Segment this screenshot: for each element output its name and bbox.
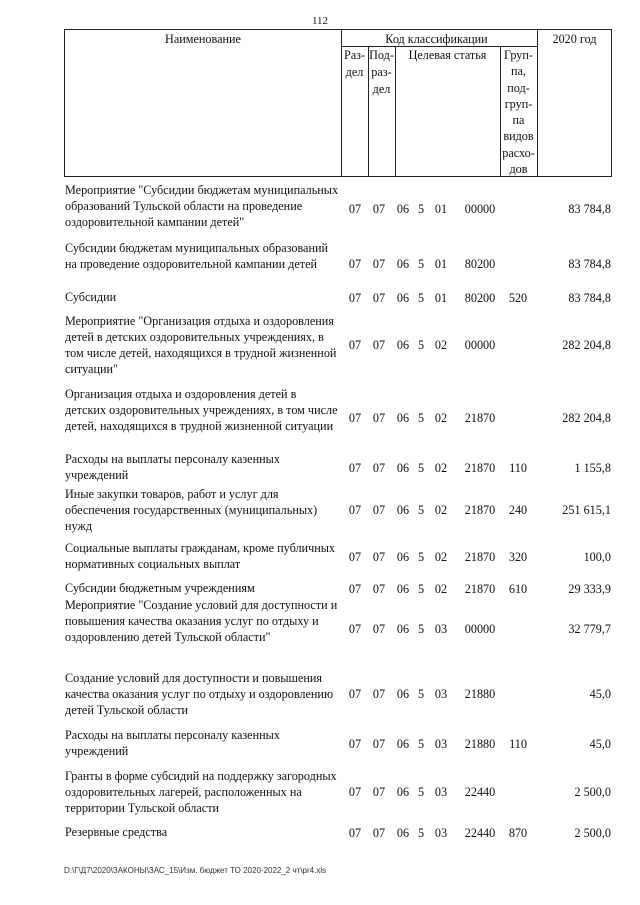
row-code-t3: 03 [434,622,448,636]
row-code-p: 07 [372,785,386,799]
row-code-p: 07 [372,503,386,517]
row-amount: 83 784,8 [568,257,611,271]
row-name: Мероприятие "Организация отдыха и оздоровления детей в детских оздоровительных учреждениях, в том числе детей, находящихся в трудной жизненной ситуации" [65,314,337,376]
row-code-r: 07 [348,338,362,352]
row-code-t3: 01 [434,291,448,305]
row-code-t3: 03 [434,826,448,840]
row-name: Субсидии бюджетам муниципальных образований на проведение оздоровительной кампании детей [65,241,329,271]
row-code-p: 07 [372,291,386,305]
row-name: Создание условий для доступности и повышения качества оказания услуг по отдыху и оздоровлению детей Тульской области [65,671,334,717]
row-code-t2: 5 [417,338,425,352]
row-code-r: 07 [348,461,362,475]
row-code-t2: 5 [417,257,425,271]
page-number: 112 [311,15,329,27]
row-code-r: 07 [348,550,362,564]
row-code-p: 07 [372,622,386,636]
row-code-p: 07 [372,737,386,751]
row-code-t2: 5 [417,785,425,799]
divider [368,46,369,176]
row-amount: 100,0 [583,550,611,564]
row-code-t1: 06 [396,503,410,517]
row-code-t2: 5 [417,622,425,636]
row-code-p: 07 [372,687,386,701]
row-code-t3: 03 [434,737,448,751]
row-code-t4: 21880 [464,687,496,701]
divider [500,46,501,176]
row-code-g: 870 [508,826,528,840]
row-code-r: 07 [348,687,362,701]
row-code-t4: 21870 [464,550,496,564]
row-code-t3: 03 [434,785,448,799]
row-code-t4: 21870 [464,503,496,517]
table-header [64,29,612,177]
row-amount: 282 204,8 [562,338,611,352]
row-code-t3: 02 [434,461,448,475]
row-amount: 45,0 [589,687,611,701]
row-code-p: 07 [372,826,386,840]
row-code-t1: 06 [396,737,410,751]
row-code-t4: 21870 [464,411,496,425]
divider [341,46,537,47]
row-code-t2: 5 [417,687,425,701]
row-code-t4: 22440 [464,785,496,799]
row-amount: 282 204,8 [562,411,611,425]
file-path: D:\Г\Д7\2020\ЗАКОНЫ\ЗАС_15\Изм. бюджет ТО 2020-2022_2 чт\pr4.xls [64,866,327,875]
row-code-t4: 00000 [464,622,496,636]
row-code-t4: 22440 [464,826,496,840]
row-name: Расходы на выплаты персоналу казенных учреждений [65,452,280,482]
row-code-p: 07 [372,582,386,596]
row-amount: 29 333,9 [568,582,611,596]
row-name: Иные закупки товаров, работ и услуг для обеспечения государственных (муниципальных) нужд [65,487,318,533]
row-name: Мероприятие "Субсидии бюджетам муниципальных образований Тульской области на проведение оздоровительной кампании детей" [65,183,339,229]
row-code-p: 07 [372,257,386,271]
row-code-t4: 00000 [464,338,496,352]
header-year: 2020 год [552,32,597,46]
header-razdel: Раз- дел [343,48,366,79]
row-code-r: 07 [348,503,362,517]
row-code-t4: 21870 [464,461,496,475]
row-code-t1: 06 [396,687,410,701]
row-code-t1: 06 [396,411,410,425]
header-name: Наименование [165,32,241,46]
divider [341,30,342,176]
row-code-t3: 01 [434,257,448,271]
row-code-t1: 06 [396,582,410,596]
row-code-r: 07 [348,622,362,636]
row-name: Социальные выплаты гражданам, кроме публичных нормативных социальных выплат [65,541,335,571]
row-code-t3: 02 [434,503,448,517]
row-amount: 32 779,7 [568,622,611,636]
row-code-t4: 80200 [464,291,496,305]
row-code-t1: 06 [396,257,410,271]
row-code-t4: 21880 [464,737,496,751]
row-amount: 2 500,0 [574,785,611,799]
row-code-g: 240 [508,503,528,517]
row-code-r: 07 [348,257,362,271]
row-code-t4: 21870 [464,582,496,596]
row-amount: 83 784,8 [568,202,611,216]
row-code-t2: 5 [417,503,425,517]
row-code-t2: 5 [417,291,425,305]
row-code-t4: 80200 [464,257,496,271]
row-code-t1: 06 [396,291,410,305]
row-name: Мероприятие "Создание условий для доступности и повышения качества оказания услуг по отдыху и оздоровлению детей Тульской области" [65,598,338,644]
row-code-t3: 02 [434,550,448,564]
row-code-r: 07 [348,737,362,751]
row-code-t1: 06 [396,202,410,216]
row-amount: 251 615,1 [562,503,611,517]
row-code-t2: 5 [417,737,425,751]
row-code-r: 07 [348,411,362,425]
row-code-t3: 02 [434,338,448,352]
row-code-t3: 02 [434,582,448,596]
row-code-t2: 5 [417,202,425,216]
row-code-p: 07 [372,550,386,564]
row-code-p: 07 [372,411,386,425]
row-name: Гранты в форме субсидий на поддержку загородных оздоровительных лагерей, расположенных на территории Тульской области [65,769,337,815]
row-code-t2: 5 [417,461,425,475]
row-name: Субсидии бюджетным учреждениям [65,581,255,595]
row-amount: 83 784,8 [568,291,611,305]
header-podrazdel: Под- раз- дел [369,48,394,96]
header-code-group: Код классификации [385,32,488,46]
row-code-t1: 06 [396,461,410,475]
row-code-p: 07 [372,202,386,216]
row-code-t4: 00000 [464,202,496,216]
row-code-t3: 01 [434,202,448,216]
row-code-p: 07 [372,338,386,352]
row-code-g: 110 [509,737,527,751]
row-code-g: 610 [508,582,528,596]
header-target: Целевая статья [408,48,487,62]
row-name: Субсидии [65,290,117,304]
row-code-t1: 06 [396,622,410,636]
row-code-g: 110 [509,461,527,475]
row-code-t2: 5 [417,582,425,596]
row-code-t1: 06 [396,338,410,352]
row-code-g: 320 [508,550,528,564]
row-code-t3: 03 [434,687,448,701]
row-code-r: 07 [348,582,362,596]
row-name: Резервные средства [65,825,168,839]
row-code-t2: 5 [417,550,425,564]
row-code-t2: 5 [417,411,425,425]
row-code-t2: 5 [417,826,425,840]
row-amount: 45,0 [589,737,611,751]
row-code-r: 07 [348,785,362,799]
row-code-g: 520 [508,291,528,305]
row-amount: 2 500,0 [574,826,611,840]
divider [395,46,396,176]
row-code-t3: 02 [434,411,448,425]
header-group: Груп- па, под- груп- па видов расхо- дов [502,48,535,177]
divider [537,30,538,176]
row-code-t1: 06 [396,550,410,564]
row-code-r: 07 [348,202,362,216]
row-name: Организация отдыха и оздоровления детей в детских оздоровительных учреждениях, в том числе детей, находящихся в трудной жизненной ситуации [65,387,338,433]
row-code-t1: 06 [396,785,410,799]
row-amount: 1 155,8 [574,461,611,475]
row-code-p: 07 [372,461,386,475]
row-code-r: 07 [348,826,362,840]
row-code-t1: 06 [396,826,410,840]
row-code-r: 07 [348,291,362,305]
row-name: Расходы на выплаты персоналу казенных учреждений [65,728,280,758]
